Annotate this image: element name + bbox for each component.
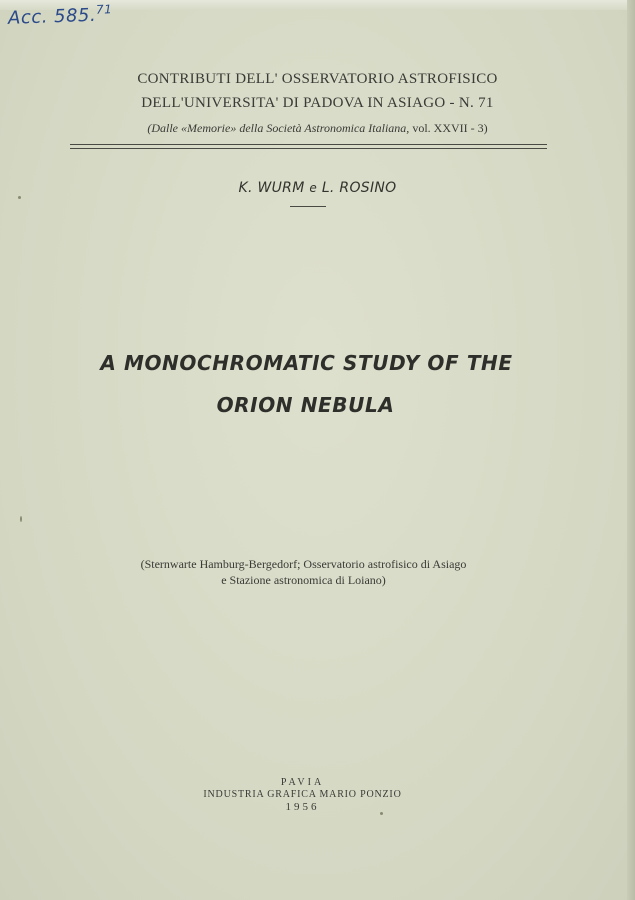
publisher-name: INDUSTRIA GRAFICA MARIO PONZIO: [203, 789, 402, 800]
series-title-line1: CONTRIBUTI DELL' OSSERVATORIO ASTROFISICO: [137, 71, 498, 87]
publication-year: 1956: [285, 801, 320, 813]
paper-speck: [380, 812, 383, 815]
author-first: K. WURM: [238, 180, 305, 196]
author-second: L. ROSINO: [321, 180, 397, 196]
source-citation: [0, 121, 635, 136]
handwritten-accession-note: [8, 2, 113, 29]
publisher-city: PAVIA: [280, 777, 325, 788]
authors: [0, 180, 635, 196]
accession-superscript: 71: [95, 2, 113, 17]
main-title-line2: ORION NEBULA: [216, 393, 395, 417]
author-conjunction: e: [309, 181, 318, 195]
short-rule-divider: [290, 206, 326, 207]
main-title-line1: A MONOCHROMATIC STUDY OF THE: [100, 351, 513, 375]
source-volume: vol. XXVII - 3): [412, 121, 488, 135]
paper-speck: [20, 516, 22, 522]
series-title-line2: DELL'UNIVERSITA' DI PADOVA IN ASIAGO - N. 71: [141, 95, 494, 111]
accession-number: Acc. 585.: [7, 4, 97, 29]
paper-speck: [18, 196, 21, 199]
affiliation-line2: e Stazione astronomica di Loiano): [221, 573, 386, 587]
affiliation-line1: (Sternwarte Hamburg-Bergedorf; Osservatorio astrofisico di Asiago: [140, 557, 467, 571]
source-prefix: (Dalle «Memorie» della Società Astronomica Italiana,: [147, 121, 410, 135]
double-rule-divider: [70, 144, 547, 149]
